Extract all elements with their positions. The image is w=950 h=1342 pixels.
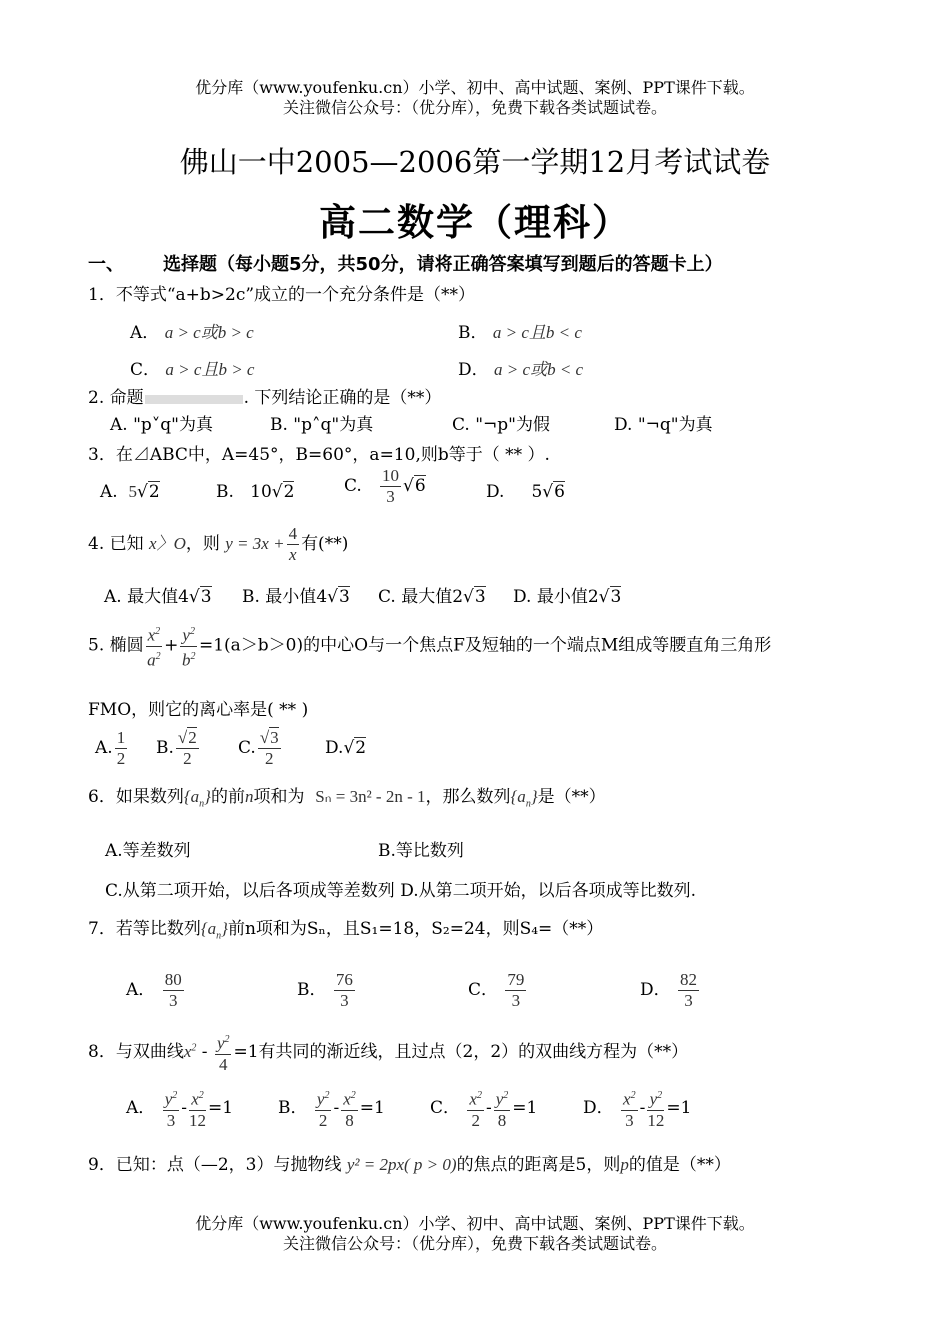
q5-option-d: D.√2: [325, 738, 367, 758]
q2-option-c: C. "¬p"为假: [452, 415, 550, 435]
q7-option-a: A． $\frac{80}{3}$: [126, 970, 182, 1010]
exam-title: 佛山一中2005—2006第一学期12月考试试卷: [179, 145, 771, 179]
q5-stem: 5. 椭圆 $\frac{x^2}{a^2}$ + $\frac{y^2}{b^2}$ =1(a＞b＞0)的中心O与一个焦点F及短轴的一个端点M组成等腰直角三角形: [88, 622, 771, 670]
q2-option-d: D. "¬q"为真: [614, 415, 713, 435]
q6-option-b: B.等比数列: [378, 841, 464, 861]
header-line-2: 关注微信公众号：（优分库），免费下载各类试题试卷。: [282, 98, 667, 117]
q2-option-b: B. "p˄q"为真: [270, 415, 374, 435]
q8-option-c: C． $\frac{x^2}{2}$ - $\frac{y^2}{8}$ =1: [430, 1086, 537, 1131]
q5-option-c: C. $\frac{√3}{2}$: [238, 728, 279, 768]
q1-option-c: C． a > c且b > c: [130, 360, 255, 380]
section-heading: 选择题（每小题5分，共50分，请将正确答案填写到题后的答题卡上）: [163, 254, 723, 275]
q3-option-b: B. 10√2: [216, 482, 295, 502]
q5-stem-cont: FMO，则它的离心率是( ** ): [88, 700, 309, 720]
q3-option-a: A. 5√2: [100, 482, 160, 502]
q6-option-cd: C.从第二项开始，以后各项成等差数列 D.从第二项开始，以后各项成等比数列.: [105, 881, 697, 901]
q8-option-b: B． $\frac{y^2}{2}$ - $\frac{x^2}{8}$ =1: [278, 1086, 385, 1131]
header-line-1: 优分库（www.youfenku.cn）小学、初中、高中试题、案例、PPT课件下载。: [195, 78, 755, 97]
footer-line-2: 关注微信公众号：（优分库），免费下载各类试题试卷。: [282, 1234, 667, 1253]
q2-option-a: A. "p˅q"为真: [110, 415, 213, 435]
section-number: 一、: [88, 254, 124, 275]
q8-option-a: A． $\frac{y^2}{3}$ - $\frac{x^2}{12}$ =1: [126, 1086, 233, 1131]
q4-option-b: B. 最小值4√3: [242, 587, 350, 607]
q6-option-a: A.等差数列: [105, 841, 191, 861]
q7-option-d: D． $\frac{82}{3}$: [640, 970, 698, 1010]
q4-option-d: D. 最小值2√3: [513, 587, 622, 607]
q1-stem: 1．不等式“a+b>2c”成立的一个充分条件是（**）: [88, 285, 476, 305]
q3-option-c: C. $\frac{10}{3}$ √6: [344, 466, 426, 506]
q6-stem: 6．如果数列$\{a_n\}$的前n项和为 Sₙ = 3n² - 2n - 1，那么数列$\{a_n\}$是（**）: [88, 787, 606, 810]
q7-option-b: B． $\frac{76}{3}$: [297, 970, 353, 1010]
q5-option-a: A. $\frac{1}{2}$: [95, 728, 126, 768]
q5-option-b: B. $\frac{√2}{2}$: [156, 728, 197, 768]
q2-stem: 2. 命题 . 下列结论正确的是（**）: [88, 388, 442, 408]
q3-stem: 3．在⊿ABC中，A=45°，B=60°，a=10,则b等于（ ** ）.: [88, 445, 550, 465]
q4-option-c: C. 最大值2√3: [378, 587, 486, 607]
q8-option-d: D． $\frac{x^2}{3}$ - $\frac{y^2}{12}$ =1: [583, 1086, 691, 1131]
q1-option-a: A． a > c或b > c: [130, 323, 254, 343]
q4-option-a: A. 最大值4√3: [104, 587, 212, 607]
q3-option-d: D. 5√6: [486, 482, 565, 502]
q7-stem: 7．若等比数列$\{a_n\}$前n项和为Sₙ，且S₁=18，S₂=24，则S₄=（**）: [88, 919, 604, 942]
q2-proposition-image: [144, 391, 244, 407]
q1-option-b: B． a > c且b < c: [458, 323, 582, 343]
q8-stem: 8．与双曲线$x^2$ - $\frac{y^2}{4}$ =1有共同的渐近线，且过点（2，2）的双曲线方程为（**）: [88, 1030, 688, 1075]
footer-line-1: 优分库（www.youfenku.cn）小学、初中、高中试题、案例、PPT课件下载。: [195, 1214, 755, 1233]
q1-option-d: D． a > c或b < c: [458, 360, 584, 380]
q9-stem: 9．已知：点（—2，3）与抛物线 y² = 2px( p > 0)的焦点的距离是5，则p的值是（**）: [88, 1155, 731, 1175]
q4-stem: 4. 已知 x〉O，则 y = 3x + $\frac{4}{x}$ 有(**): [88, 524, 349, 564]
q7-option-c: C． $\frac{79}{3}$: [468, 970, 525, 1010]
exam-subtitle: 高二数学（理科）: [319, 200, 631, 244]
